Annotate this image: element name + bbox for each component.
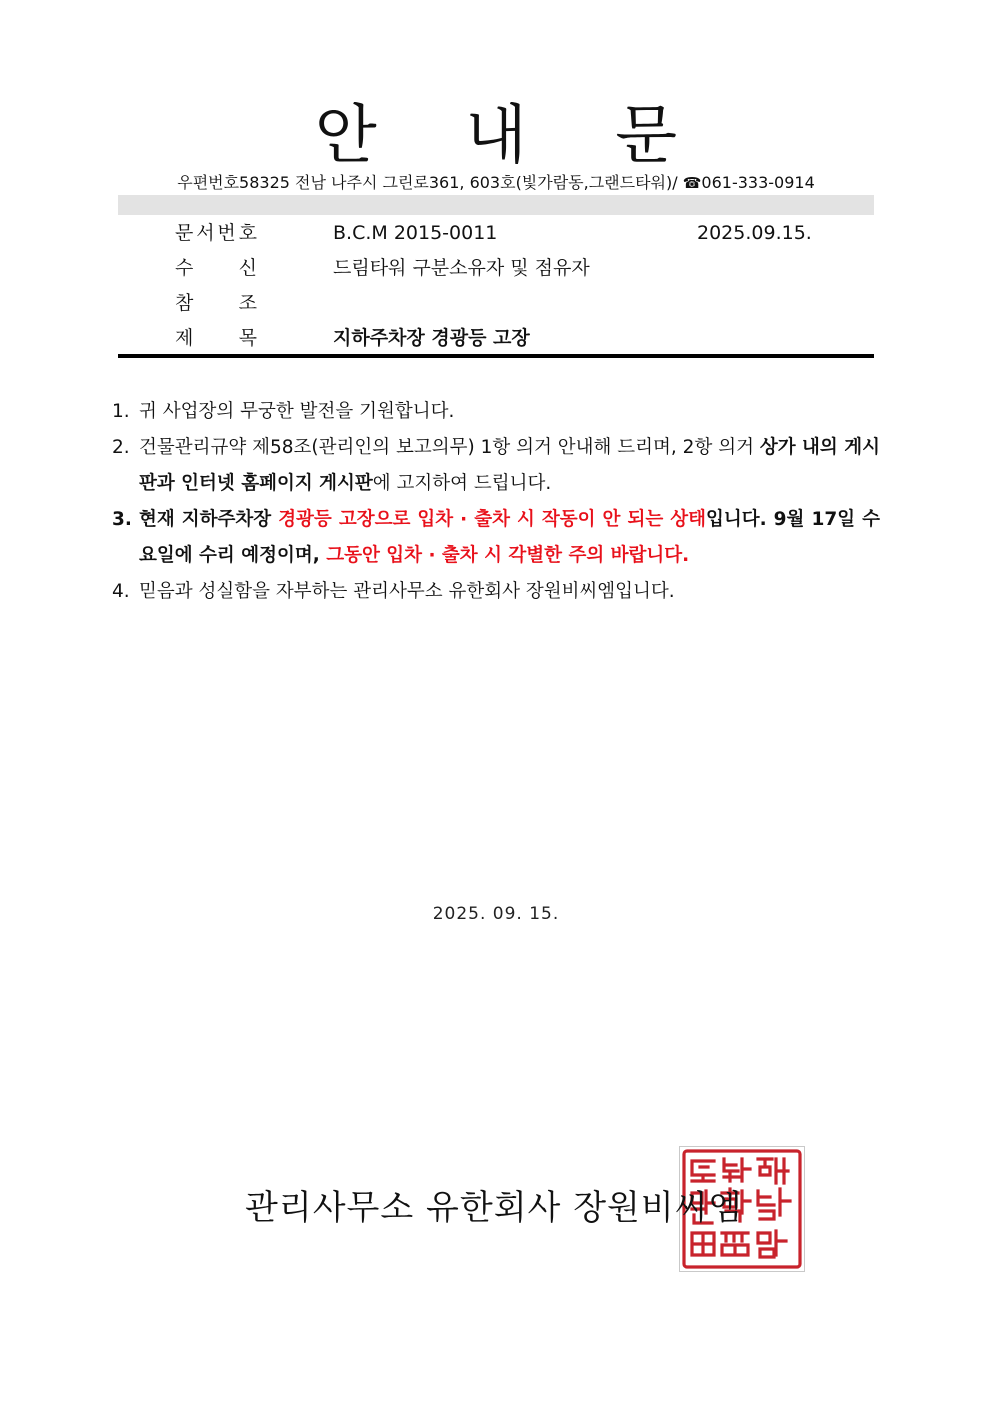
phone-number: 061-333-0914 xyxy=(701,173,815,192)
recipient-label: 수 신 xyxy=(175,257,257,279)
header-divider xyxy=(118,354,874,358)
reference-label: 참 조 xyxy=(175,292,257,314)
meta-row-subject xyxy=(0,323,992,353)
footer-date: 2025. 09. 15. xyxy=(432,904,560,924)
list-item xyxy=(112,394,880,430)
meta-row-recipient xyxy=(0,253,992,283)
item-text: 귀 사업장의 무궁한 발전을 기원합니다. xyxy=(139,401,455,422)
list-item xyxy=(112,430,880,502)
doc-number-value: B.C.M 2015-0011 xyxy=(333,222,498,244)
header-gray-bar xyxy=(118,195,874,215)
item-text: 건물관리규약 제58조(관리인의 보고의무) 1항 의거 안내해 드리며, 2항 의거 xyxy=(139,437,760,458)
item-text: 에 고지하여 드립니다. xyxy=(372,473,552,494)
item-text: 입니다. 9월 17일 수요일에 수리 예정이며, xyxy=(139,509,880,566)
document-title: 안 내 문 xyxy=(314,99,712,173)
item-text-alert: 그동안 입차 · 출차 시 각별한 주의 바랍니다. xyxy=(326,545,690,566)
notice-body xyxy=(112,394,880,610)
item-number: 2. xyxy=(112,437,130,458)
subject-label: 제 목 xyxy=(175,327,257,349)
item-text: 현재 지하주차장 xyxy=(139,509,279,530)
address-text: 우편번호58325 전남 나주시 그린로361, 603호(빛가람동,그랜드타워)/ xyxy=(177,173,683,192)
item-text-bold: 상가 내의 게시판과 인터넷 홈페이지 게시판 xyxy=(139,437,880,494)
telephone-icon: ☎ xyxy=(682,174,702,192)
recipient-value: 드림타워 구분소유자 및 점유자 xyxy=(333,257,590,279)
item-text: 믿음과 성실함을 자부하는 관리사무소 유한회사 장원비씨엠입니다. xyxy=(139,581,675,602)
doc-date: 2025.09.15. xyxy=(697,222,812,244)
item-number: 1. xyxy=(112,401,130,422)
doc-number-label: 문 서 번 호 xyxy=(175,222,257,244)
item-number: 4. xyxy=(112,581,130,602)
list-item xyxy=(112,574,880,610)
list-item xyxy=(112,502,880,574)
subject-value: 지하주차장 경광등 고장 xyxy=(333,327,530,349)
signature-company-name: 관리사무소 유한회사 장원비씨엠 xyxy=(245,1188,743,1228)
meta-row-reference xyxy=(0,288,992,318)
meta-row-doc-number xyxy=(0,218,992,248)
item-text-alert: 경광등 고장으로 입차 · 출차 시 작동이 안 되는 상태 xyxy=(278,509,706,530)
sender-address xyxy=(0,172,992,194)
item-number: 3. xyxy=(112,509,132,530)
